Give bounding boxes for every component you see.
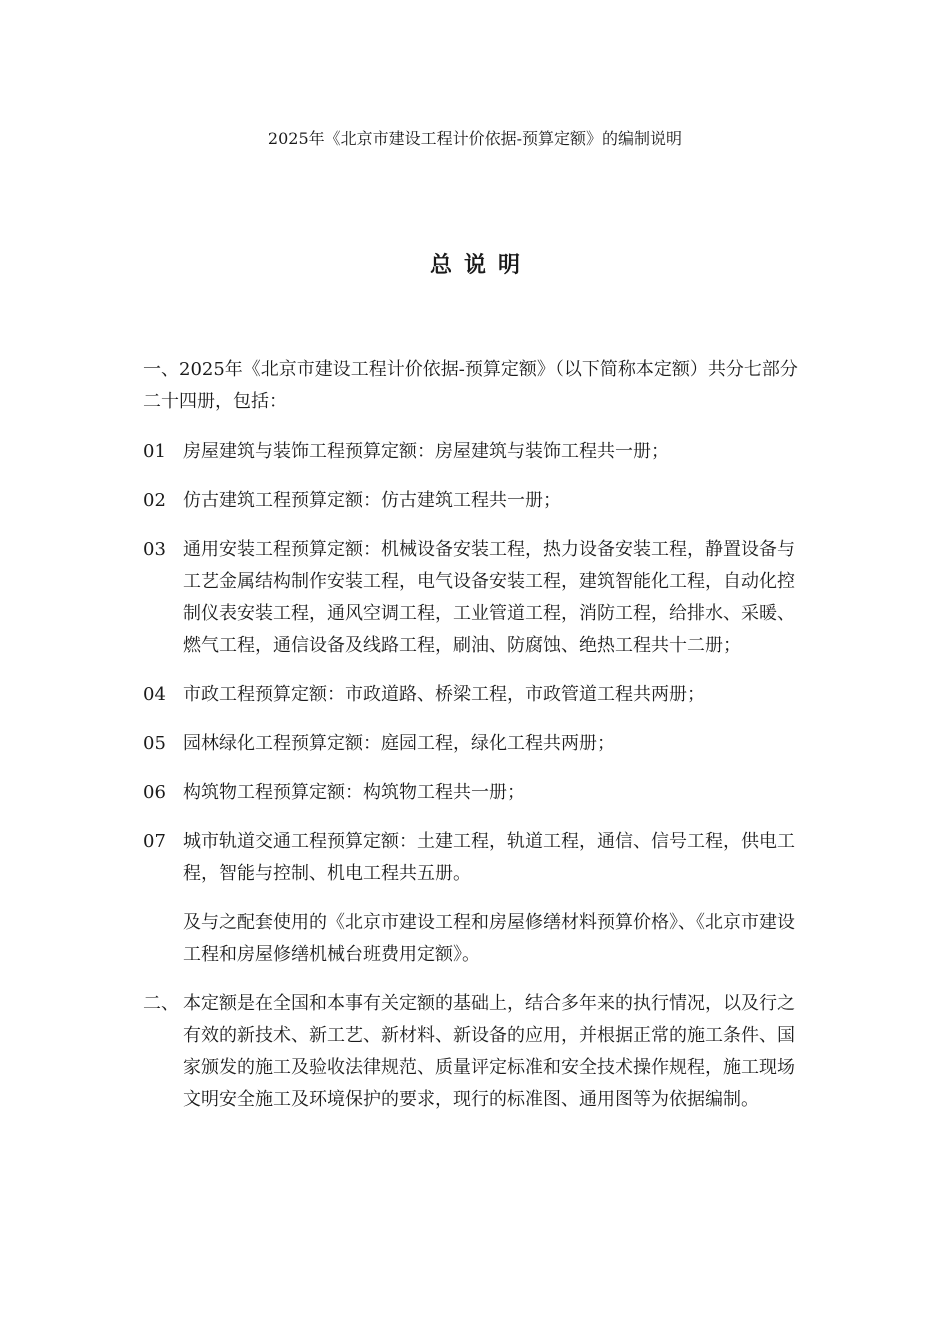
section-text: 本定额是在全国和本事有关定额的基础上，结合多年来的执行情况，以及行之有效的新技术、新工艺、新材料、新设备的应用，并根据正常的施工条件、国家颁发的施工及验收法律规范、质量评定标准和安全技术操作规程，施工现场文明安全施工及环境保护的要求，现行的标准图、通用图等为依据编制。 <box>183 993 795 1110</box>
item-text: 房屋建筑与装饰工程预算定额：房屋建筑与装饰工程共一册； <box>183 441 669 462</box>
list-item <box>143 826 808 890</box>
item-number: 02 <box>143 490 166 511</box>
item-number: 05 <box>143 733 166 754</box>
item-text: 城市轨道交通工程预算定额：土建工程，轨道工程，通信、信号工程，供电工程，智能与控制、机电工程共五册。 <box>183 831 795 884</box>
item-number: 06 <box>143 782 166 803</box>
item-text: 通用安装工程预算定额：机械设备安装工程，热力设备安装工程，静置设备与工艺金属结构制作安装工程，电气设备安装工程，建筑智能化工程，自动化控制仪表安装工程，通风空调工程，工业管道工程，消防工程，给排水、采暖、燃气工程，通信设备及线路工程，刷油、防腐蚀、绝热工程共十二册； <box>183 539 795 656</box>
section-number: 二、 <box>143 993 179 1014</box>
item-number: 01 <box>143 441 166 462</box>
document-header: 2025年《北京市建设工程计价依据-预算定额》的编制说明 <box>267 129 683 148</box>
volume-list <box>143 436 808 1133</box>
intro-paragraph: 一、2025年《北京市建设工程计价依据-预算定额》（以下简称本定额）共分七部分二十四册，包括： <box>143 359 798 412</box>
item-number: 03 <box>143 539 166 560</box>
item-text: 仿古建筑工程预算定额：仿古建筑工程共一册； <box>183 490 561 511</box>
list-item <box>143 485 808 517</box>
list-item <box>143 679 808 711</box>
item-text: 园林绿化工程预算定额：庭园工程，绿化工程共两册； <box>183 733 615 754</box>
page-title: 总说明 <box>429 253 532 278</box>
section-two <box>143 988 808 1116</box>
list-item <box>143 436 808 468</box>
item-number: 04 <box>143 684 166 705</box>
supplement-paragraph: 及与之配套使用的《北京市建设工程和房屋修缮材料预算价格》、《北京市建设工程和房屋修缮机械台班费用定额》。 <box>183 912 795 965</box>
list-item <box>143 728 808 760</box>
item-number: 07 <box>143 831 166 852</box>
item-text: 构筑物工程预算定额：构筑物工程共一册； <box>183 782 525 803</box>
item-text: 市政工程预算定额：市政道路、桥梁工程，市政管道工程共两册； <box>183 684 705 705</box>
list-item <box>143 777 808 809</box>
list-item <box>143 534 808 662</box>
